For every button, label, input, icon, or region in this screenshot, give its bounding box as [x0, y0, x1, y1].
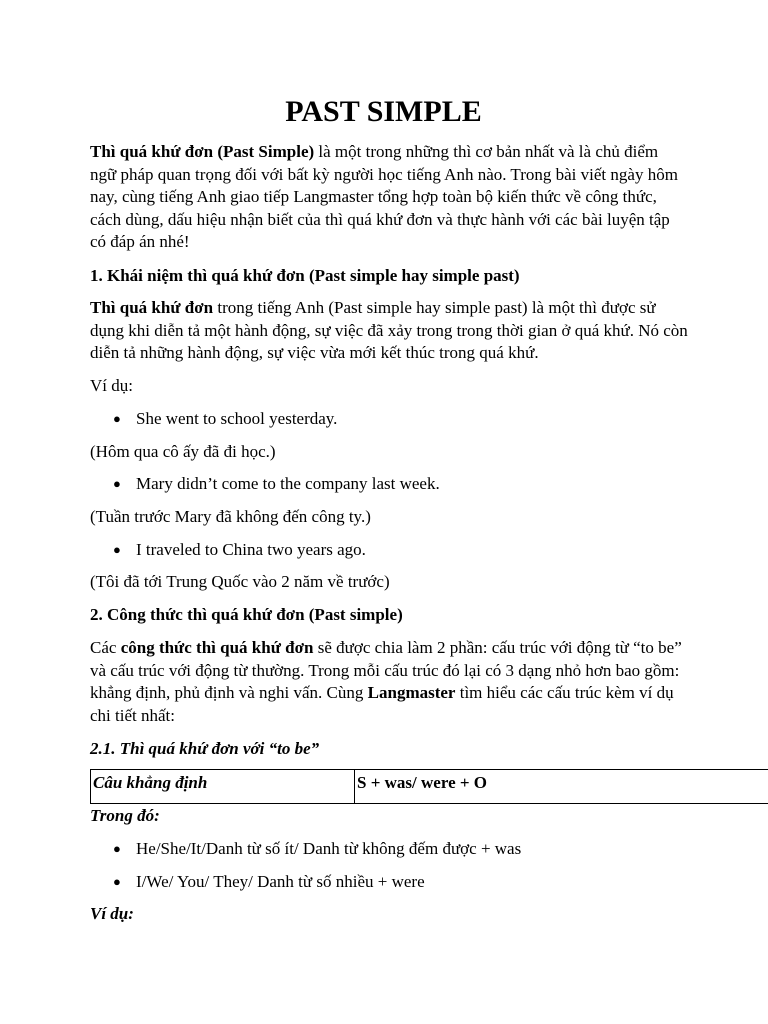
example-sentence: She went to school yesterday. — [136, 409, 338, 428]
section2-brand-bold: Langmaster — [367, 683, 456, 702]
example-sentence: I traveled to China two years ago. — [136, 540, 366, 559]
section2-text-start: Các — [90, 638, 121, 657]
example-translation: (Tuần trước Mary đã không đến công ty.) — [90, 507, 371, 526]
section1-text: trong tiếng Anh (Past simple hay simple past) là một thì được sử dụng khi diễn tả một hành động, sự việc đã xảy trong trong thời gian ở quá khứ. Nó còn diễn tả những hành động, sự việc vừa mới kết thúc trong quá khứ. — [90, 298, 688, 362]
example-translation: (Hôm qua cô ấy đã đi học.) — [90, 442, 276, 461]
table-divider — [354, 770, 355, 803]
bullet-icon: ● — [113, 874, 121, 889]
section2-text-mid: sẽ được chia làm 2 phần: cấu trúc với động từ “to be” và cấu trúc với động từ thường. Trong mỗi cấu trúc đó lại có 3 dạng nhỏ hơn bao gồm: khẳng định, phủ định và nghi vấn. Cùng — [90, 638, 682, 702]
section2-heading: 2. Công thức thì quá khứ đơn (Past simple) — [90, 605, 403, 624]
rule-text: He/She/It/Danh từ số ít/ Danh từ không đếm được + was — [136, 839, 522, 858]
section2-text-end: tìm hiểu các cấu trúc kèm ví dụ chi tiết nhất: — [90, 683, 674, 725]
example-sentence: Mary didn’t come to the company last week. — [136, 474, 440, 493]
intro-text: là một trong những thì cơ bản nhất và là chủ điểm ngữ pháp quan trọng đối với bất kỳ người học tiếng Anh nào. Trong bài viết ngày hôm nay, cùng tiếng Anh giao tiếp Langmaster tổng hợp toàn bộ kiến thức về công thức, cách dùng, dấu hiệu nhận biết của thì quá khứ đơn và thực hành với các bài luyện tập có đáp án nhé! — [90, 142, 678, 251]
example-label: Ví dụ: — [90, 376, 133, 395]
formula-table — [90, 769, 768, 804]
intro-lead-bold: Thì quá khứ đơn (Past Simple) — [90, 142, 315, 161]
subsection-heading: 2.1. Thì quá khứ đơn với “to be” — [90, 739, 320, 758]
table-cell-formula: S + was/ were + O — [357, 773, 488, 792]
section2-bold-term: công thức thì quá khứ đơn — [120, 638, 314, 657]
bullet-icon: ● — [113, 411, 121, 426]
page-title: PAST SIMPLE — [285, 95, 482, 128]
section1-heading: 1. Khái niệm thì quá khứ đơn (Past simple hay simple past) — [90, 266, 520, 285]
section2-paragraph — [90, 637, 688, 727]
intro-paragraph — [90, 141, 688, 254]
bullet-icon: ● — [113, 476, 121, 491]
section1-term-bold: Thì quá khứ đơn — [90, 298, 214, 317]
example-translation: (Tôi đã tới Trung Quốc vào 2 năm về trước) — [90, 572, 390, 591]
where-label: Trong đó: — [90, 806, 160, 825]
rule-text: I/We/ You/ They/ Danh từ số nhiều + were — [136, 872, 425, 891]
section1-paragraph — [90, 297, 688, 365]
bullet-icon: ● — [113, 542, 121, 557]
example-label-2: Ví dụ: — [90, 904, 134, 923]
table-cell-label: Câu khẳng định — [93, 773, 208, 792]
bullet-icon: ● — [113, 841, 121, 856]
